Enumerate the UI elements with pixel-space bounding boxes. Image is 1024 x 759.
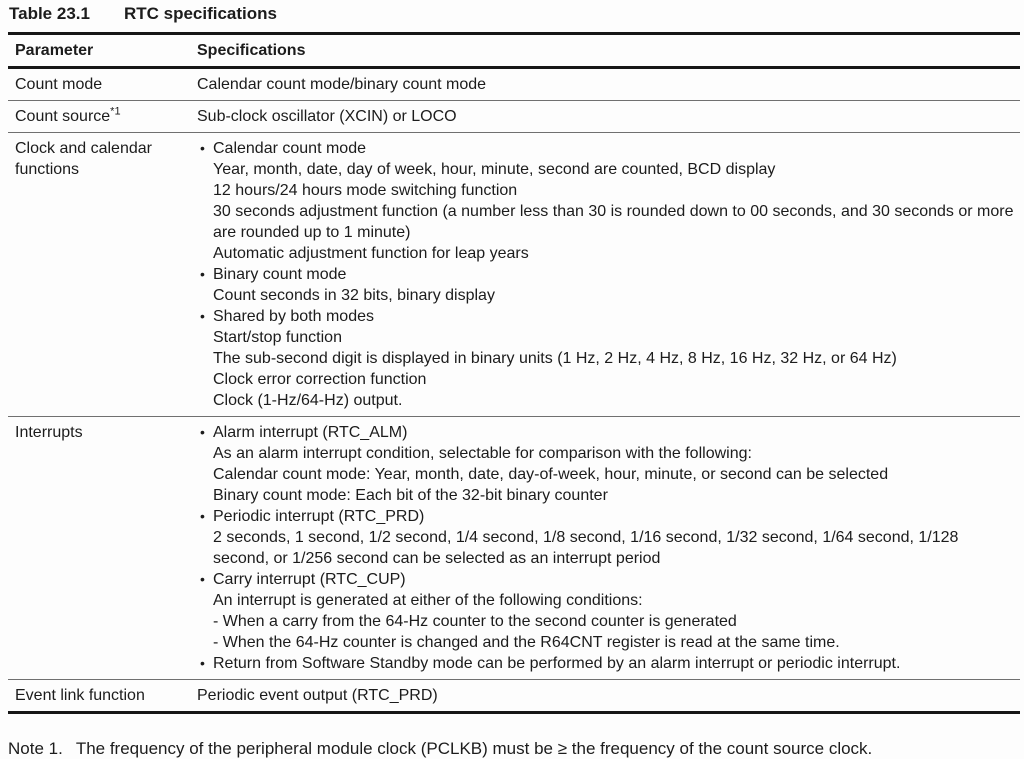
parameter-label: Clock and calendar functions [15, 140, 152, 178]
bullet-icon: • [200, 140, 205, 156]
spec-line [197, 611, 1014, 632]
spec-line [197, 285, 1014, 306]
footnote-text: The frequency of the peripheral module clock (PCLKB) must be ≥ the frequency of the count source clock. [75, 739, 873, 758]
spec-line [197, 685, 1014, 706]
spec-line-text: - When the 64-Hz counter is changed and the R64CNT register is read at the same time. [213, 634, 840, 651]
spec-line [197, 653, 1014, 674]
spec-line-text: Calendar count mode/binary count mode [197, 76, 487, 93]
parameter-cell [8, 133, 197, 185]
parameter-label: Event link function [15, 687, 145, 704]
spec-line-text: An interrupt is generated at either of the following conditions: [213, 592, 643, 609]
spec-table [8, 32, 1020, 714]
bullet-icon: • [200, 571, 205, 587]
header-specifications: Specifications [197, 42, 306, 59]
table-title [8, 3, 1022, 24]
specifications-cell [197, 133, 1020, 416]
spec-line-text: Return from Software Standby mode can be performed by an alarm interrupt or periodic interrupt. [213, 655, 901, 672]
bullet-icon: • [200, 308, 205, 324]
spec-line [197, 527, 1014, 569]
spec-line-text: - When a carry from the 64-Hz counter to the second counter is generated [213, 613, 737, 630]
spec-line-text: The sub-second digit is displayed in binary units (1 Hz, 2 Hz, 4 Hz, 8 Hz, 16 Hz, 32 Hz, or 64 Hz) [213, 350, 897, 367]
bullet-icon: • [200, 266, 205, 282]
table-caption: RTC specifications [123, 4, 277, 23]
spec-line [197, 485, 1014, 506]
spec-line-text: Periodic event output (RTC_PRD) [197, 687, 438, 704]
spec-line [197, 180, 1014, 201]
spec-line [197, 506, 1014, 527]
spec-line [197, 569, 1014, 590]
spec-line-text: Sub-clock oscillator (XCIN) or LOCO [197, 108, 457, 125]
spec-line-text: Alarm interrupt (RTC_ALM) [213, 424, 408, 441]
spec-line-text: 30 seconds adjustment function (a number less than 30 is rounded down to 00 seconds, and 30 seconds or more are rounded up to 1 minute) [213, 203, 1014, 241]
spec-line-text: Periodic interrupt (RTC_PRD) [213, 508, 425, 525]
parameter-label: Count mode [15, 76, 103, 93]
spec-line [197, 159, 1014, 180]
parameter-cell [8, 69, 197, 100]
spec-line-text: Calendar count mode [213, 140, 366, 157]
header-parameter: Parameter [15, 42, 94, 59]
spec-line [197, 306, 1014, 327]
spec-line [197, 369, 1014, 390]
spec-line [197, 138, 1014, 159]
parameter-label: Count source [15, 108, 111, 125]
spec-line-text: Automatic adjustment function for leap years [213, 245, 529, 262]
spec-line-text: Shared by both modes [213, 308, 374, 325]
table-row [8, 680, 1020, 711]
table-row [8, 133, 1020, 417]
spec-line [197, 243, 1014, 264]
spec-line [197, 327, 1014, 348]
parameter-cell [8, 680, 197, 711]
footnote-marker: *1 [110, 105, 121, 118]
spec-line-text: 2 seconds, 1 second, 1/2 second, 1/4 second, 1/8 second, 1/16 second, 1/32 second, 1/64 second, 1/128 second, or 1/256 second can be selected as an interrupt period [213, 529, 959, 567]
spec-line-text: Binary count mode: Each bit of the 32-bit binary counter [213, 487, 608, 504]
bullet-icon: • [200, 655, 205, 671]
specifications-cell [197, 417, 1020, 679]
spec-line-text: As an alarm interrupt condition, selectable for comparison with the following: [213, 445, 752, 462]
spec-line-text: 12 hours/24 hours mode switching function [213, 182, 518, 199]
specifications-cell [197, 680, 1020, 711]
specifications-cell [197, 69, 1020, 100]
footnote-label: Note 1. [8, 739, 63, 758]
spec-line-text: Year, month, date, day of week, hour, minute, second are counted, BCD display [213, 161, 776, 178]
spec-line [197, 201, 1014, 243]
parameter-label: Interrupts [15, 424, 83, 441]
table-row [8, 101, 1020, 133]
spec-line [197, 264, 1014, 285]
spec-line [197, 74, 1014, 95]
spec-line [197, 632, 1014, 653]
table-row [8, 69, 1020, 101]
spec-line [197, 106, 1014, 127]
table-header-row [8, 35, 1020, 69]
spec-line [197, 443, 1014, 464]
table-number: Table 23.1 [9, 4, 90, 23]
table-row [8, 417, 1020, 680]
spec-line [197, 590, 1014, 611]
spec-line-text: Clock (1-Hz/64-Hz) output. [213, 392, 403, 409]
spec-line-text: Start/stop function [213, 329, 342, 346]
spec-line-text: Binary count mode [213, 266, 347, 283]
spec-line-text: Clock error correction function [213, 371, 427, 388]
spec-line-text: Calendar count mode: Year, month, date, day-of-week, hour, minute, or second can be selected [213, 466, 889, 483]
spec-line [197, 464, 1014, 485]
spec-line [197, 422, 1014, 443]
spec-line-text: Count seconds in 32 bits, binary display [213, 287, 495, 304]
specifications-cell [197, 101, 1020, 132]
spec-line-text: Carry interrupt (RTC_CUP) [213, 571, 406, 588]
parameter-cell [8, 417, 197, 448]
spec-line [197, 390, 1014, 411]
spec-line [197, 348, 1014, 369]
parameter-cell [8, 101, 197, 132]
bullet-icon: • [200, 424, 205, 440]
bullet-icon: • [200, 508, 205, 524]
